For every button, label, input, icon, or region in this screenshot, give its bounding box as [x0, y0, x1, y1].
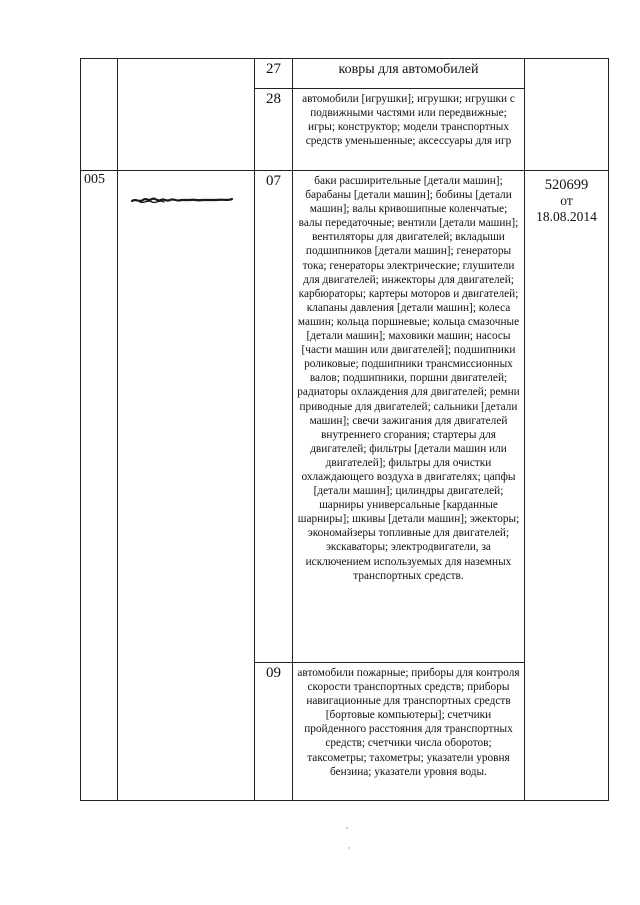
nice-class-cell: 07 — [255, 171, 293, 663]
goods-list-cell: автомобили пожарные; приборы для контроля скорости транспортных средств; приборы навигационные для транспортных средств [бортовые компьютеры]; счетчики пройденного расстояния для транспортных средств; счетчики числа оборотов; таксометры; тахометры; указатели уровня бензина; указатели уровня воды. — [293, 663, 525, 801]
goods-list-cell: автомобили [игрушки]; игрушки; игрушки с подвижными частями или передвижные; игры; конструктор; модели транспортных средств уменьшенные; аксессуары для игр — [293, 89, 525, 171]
goods-list-cell: ковры для автомобилей — [293, 59, 525, 89]
registration-date: 18.08.2014 — [536, 209, 597, 224]
registration-number: 520699 — [544, 177, 589, 193]
application-number-cell: 005 — [81, 171, 118, 801]
goods-list-cell: баки расширительные [детали машин]; барабаны [детали машин]; бобины [детали машин]; валы кривошипные коленчатые; валы передаточные; вентили [детали машин]; вентиляторы для двигателей; вкладыши подшипников [детали машин]; генераторы тока; генераторы электрические; глушители для двигателей; инжекторы для двигателей; карбюраторы; картеры моторов и двигателей; клапаны давления [детали машин]; колеса машин; кольца поршневые; кольца смазочные [детали машин]; маховики машин; насосы [части машин или двигателей]; подшипники роликовые; подшипники трансмиссионных валов; подшипники, поршни двигателей; радиаторы охлаждения для двигателей; ремни приводные для двигателей; сальники [детали машин]; свечи зажигания для двигателей внутреннего сгорания; стартеры для двигателей; фильтры [детали машин или двигателей]; фильтры для очистки охлаждающего воздуха в двигателях; цапфы [детали машин]; цилиндры двигателей; шарниры универсальные [карданные шарниры]; шкивы [детали машин]; эжекторы; экономайзеры топливные для двигателей; экскаваторы; электродвигатели, за исключением используемых для наземных транспортных средств. — [293, 171, 525, 663]
nice-class-cell: 09 — [255, 663, 293, 801]
nice-class-cell: 28 — [255, 89, 293, 171]
nice-class-cell: 27 — [255, 59, 293, 89]
scan-speck — [346, 827, 348, 829]
scan-speck — [348, 847, 349, 848]
registration-from-label: от — [560, 193, 573, 208]
